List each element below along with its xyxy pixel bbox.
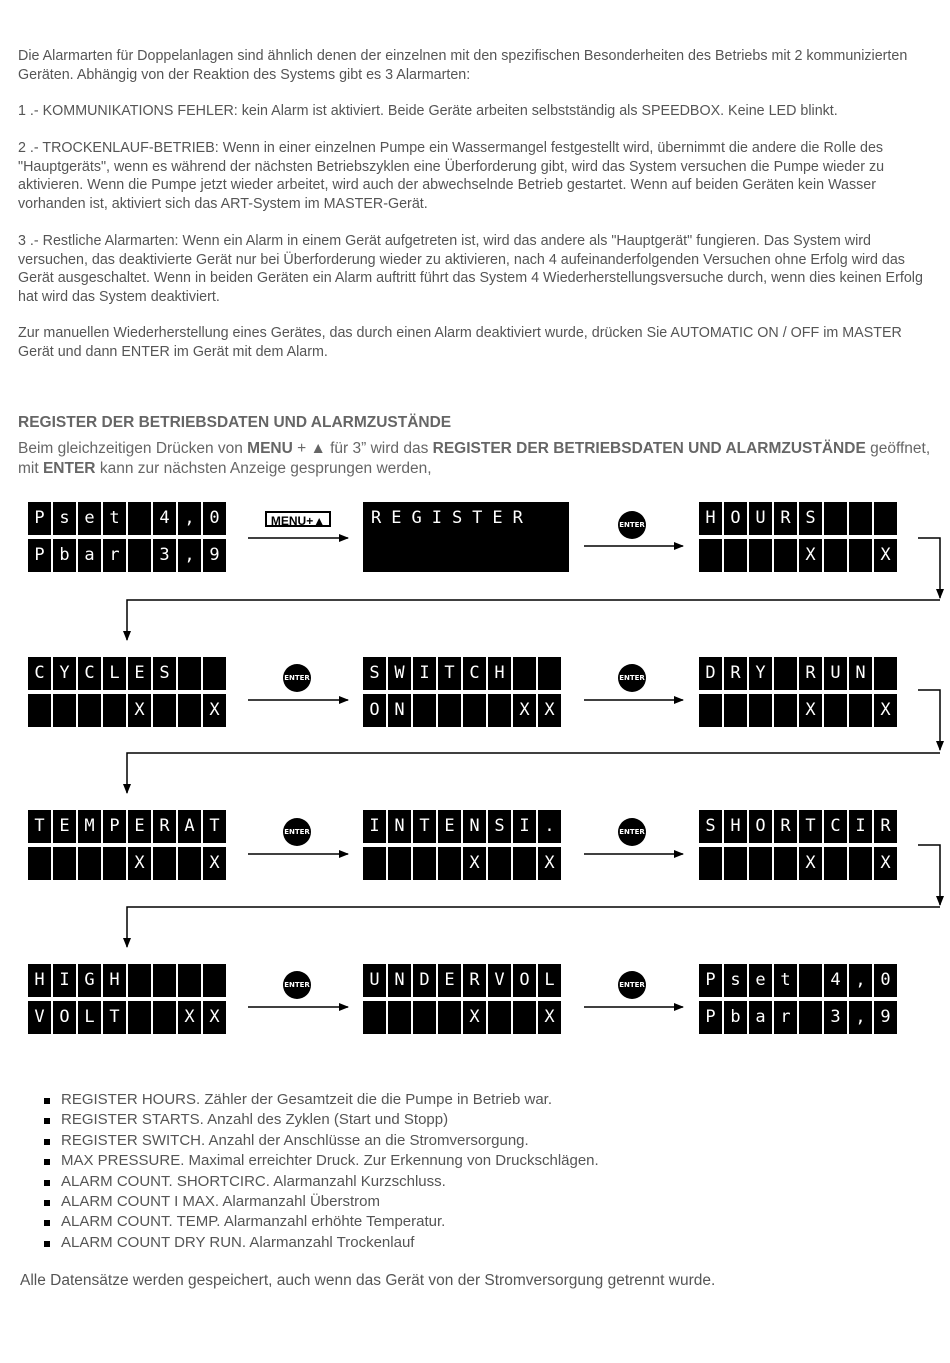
display-high-volt bbox=[28, 964, 226, 1038]
lcd-cell: s bbox=[53, 502, 76, 535]
lcd-cell: S bbox=[153, 657, 176, 690]
lcd-cell: O bbox=[363, 694, 386, 727]
lcd-cell: L bbox=[78, 1001, 101, 1034]
lcd-row bbox=[699, 694, 897, 727]
lcd-row bbox=[28, 539, 226, 572]
lcd-cell: X bbox=[463, 847, 486, 880]
lcd-cell: e bbox=[749, 964, 772, 997]
list-item: REGISTER SWITCH. Anzahl der Anschlüsse an die Stromversorgung. bbox=[44, 1131, 599, 1151]
lcd-cell: V bbox=[488, 964, 511, 997]
lcd-cell bbox=[513, 657, 536, 690]
lcd-cell bbox=[774, 539, 797, 572]
lcd-cell: T bbox=[799, 810, 822, 843]
lcd-cell: t bbox=[774, 964, 797, 997]
lcd-cell bbox=[203, 657, 226, 690]
lcd-row bbox=[28, 1001, 226, 1034]
lcd-row bbox=[699, 847, 897, 880]
lcd-cell: X bbox=[874, 847, 897, 880]
display-shortcir bbox=[699, 810, 897, 884]
lcd-cell bbox=[203, 964, 226, 997]
lcd-cell: 0 bbox=[874, 964, 897, 997]
lcd-row bbox=[699, 1001, 897, 1034]
lcd-cell: , bbox=[178, 502, 201, 535]
enter-button-icon: ENTER bbox=[618, 511, 646, 539]
lcd-cell: s bbox=[724, 964, 747, 997]
display-undervol bbox=[363, 964, 561, 1038]
lcd-cell: C bbox=[78, 657, 101, 690]
lcd-cell: L bbox=[538, 964, 561, 997]
lcd-cell: H bbox=[28, 964, 51, 997]
lcd-cell: T bbox=[413, 810, 436, 843]
lcd-row bbox=[28, 847, 226, 880]
lcd-cell bbox=[178, 964, 201, 997]
lcd-cell: P bbox=[699, 964, 722, 997]
lcd-cell bbox=[824, 847, 847, 880]
display-pset-start bbox=[28, 502, 226, 576]
intro-text-1: Beim gleichzeitigen Drücken von bbox=[18, 440, 248, 457]
lcd-cell: 0 bbox=[203, 502, 226, 535]
section-title: REGISTER DER BETRIEBSDATEN UND ALARMZUSTÄNDE bbox=[18, 414, 452, 431]
lcd-cell: , bbox=[849, 1001, 872, 1034]
lcd-cell bbox=[413, 1001, 436, 1034]
lcd-cell: R bbox=[153, 810, 176, 843]
lcd-cell: T bbox=[28, 810, 51, 843]
lcd-cell: P bbox=[28, 539, 51, 572]
lcd-cell bbox=[153, 694, 176, 727]
lcd-cell: X bbox=[538, 694, 561, 727]
lcd-cell: X bbox=[128, 694, 151, 727]
lcd-row bbox=[699, 539, 897, 572]
lcd-cell: R bbox=[799, 657, 822, 690]
lcd-cell bbox=[388, 847, 411, 880]
lcd-cell: T bbox=[203, 810, 226, 843]
lcd-row bbox=[363, 1001, 561, 1034]
lcd-cell: 3 bbox=[153, 539, 176, 572]
lcd-cell bbox=[538, 657, 561, 690]
lcd-cell bbox=[28, 694, 51, 727]
lcd-row bbox=[28, 694, 226, 727]
display-temperat bbox=[28, 810, 226, 884]
lcd-row bbox=[363, 657, 561, 690]
lcd-row bbox=[28, 810, 226, 843]
lcd-cell: Y bbox=[53, 657, 76, 690]
lcd-cell bbox=[874, 502, 897, 535]
lcd-cell: H bbox=[724, 810, 747, 843]
lcd-cell bbox=[438, 1001, 461, 1034]
lcd-cell: X bbox=[538, 847, 561, 880]
list-item: REGISTER STARTS. Anzahl des Zyklen (Start und Stopp) bbox=[44, 1110, 599, 1130]
lcd-cell: U bbox=[363, 964, 386, 997]
lcd-cell bbox=[849, 539, 872, 572]
lcd-cell: t bbox=[103, 502, 126, 535]
lcd-cell: H bbox=[488, 657, 511, 690]
lcd-cell: S bbox=[363, 657, 386, 690]
lcd-cell: T bbox=[103, 1001, 126, 1034]
lcd-cell bbox=[438, 694, 461, 727]
lcd-cell bbox=[388, 1001, 411, 1034]
lcd-cell: r bbox=[103, 539, 126, 572]
lcd-cell: 9 bbox=[203, 539, 226, 572]
lcd-cell bbox=[488, 1001, 511, 1034]
lcd-cell bbox=[153, 964, 176, 997]
lcd-cell bbox=[103, 694, 126, 727]
paragraph-comm-error: 1 .- KOMMUNIKATIONS FEHLER: kein Alarm ist aktiviert. Beide Geräte arbeiten selbstständig als SPEEDBOX. Keine LED blinkt. bbox=[18, 103, 838, 119]
lcd-cell: R bbox=[774, 810, 797, 843]
lcd-cell: , bbox=[849, 964, 872, 997]
paragraph-dry-run: 2 .- TROCKENLAUF-BETRIEB: Wenn in einer einzelnen Pumpe ein Wassermangel festgestellt wird, übernimmt die andere die Rolle des "Hauptgeräts", wenn es während der nächsten Betriebszyklen eine Überforderung gibt, wird das System versuchen die Pumpe wieder zu aktivieren. Wenn die Pumpe jetzt wieder arbeitet, wird auch der abwechselnde Betrieb gestartet. Wenn auf beiden Geräten kein Wasser vorhanden ist, aktiviert sich das ART-System im MASTER-Gerät. bbox=[18, 140, 885, 212]
lcd-cell bbox=[128, 539, 151, 572]
lcd-row bbox=[363, 847, 561, 880]
list-item: ALARM COUNT. SHORTCIRC. Alarmanzahl Kurzschluss. bbox=[44, 1172, 599, 1192]
lcd-cell: 4 bbox=[153, 502, 176, 535]
lcd-cell: C bbox=[28, 657, 51, 690]
lcd-cell: O bbox=[749, 810, 772, 843]
footer-note: Alle Datensätze werden gespeichert, auch wenn das Gerät von der Stromversorgung getrennt wurde. bbox=[20, 1272, 716, 1289]
lcd-cell: X bbox=[128, 847, 151, 880]
list-item: ALARM COUNT DRY RUN. Alarmanzahl Trockenlauf bbox=[44, 1233, 599, 1253]
intro-text-3: geöffnet, mit bbox=[18, 440, 931, 477]
lcd-cell: S bbox=[799, 502, 822, 535]
lcd-cell: U bbox=[749, 502, 772, 535]
lcd-cell bbox=[724, 539, 747, 572]
intro-bold-enter: ENTER bbox=[42, 460, 96, 477]
lcd-cell: D bbox=[413, 964, 436, 997]
lcd-cell: X bbox=[513, 694, 536, 727]
lcd-row bbox=[363, 694, 561, 727]
enter-button-icon: ENTER bbox=[283, 664, 311, 692]
lcd-cell bbox=[774, 657, 797, 690]
lcd-cell: S bbox=[699, 810, 722, 843]
lcd-cell bbox=[799, 1001, 822, 1034]
enter-button-icon: ENTER bbox=[618, 971, 646, 999]
lcd-cell bbox=[724, 694, 747, 727]
lcd-cell bbox=[128, 964, 151, 997]
list-item: ALARM COUNT I MAX. Alarmanzahl Überstrom bbox=[44, 1192, 599, 1212]
lcd-cell: , bbox=[178, 539, 201, 572]
display-hours bbox=[699, 502, 897, 576]
lcd-row bbox=[28, 657, 226, 690]
lcd-cell: E bbox=[53, 810, 76, 843]
lcd-row bbox=[28, 964, 226, 997]
lcd-cell: C bbox=[463, 657, 486, 690]
lcd-cell bbox=[513, 1001, 536, 1034]
lcd-cell bbox=[178, 694, 201, 727]
lcd-cell bbox=[824, 694, 847, 727]
lcd-cell: M bbox=[78, 810, 101, 843]
lcd-cell: 3 bbox=[824, 1001, 847, 1034]
lcd-cell bbox=[128, 1001, 151, 1034]
lcd-cell bbox=[488, 694, 511, 727]
intro-text-4: kann zur nächsten Anzeige gesprungen werden, bbox=[95, 460, 432, 477]
lcd-cell bbox=[799, 964, 822, 997]
lcd-cell bbox=[699, 847, 722, 880]
paragraph-other-alarms: 3 .- Restliche Alarmarten: Wenn ein Alarm in einem Gerät aufgetreten ist, wird das andere als "Hauptgerät" fungieren. Das System wird versuchen, das deaktivierte Gerät nur bei Überforderung wieder zu aktivieren, nach 4 aufeinanderfolgenden Versuchen ohne Erfolg wird das Gerät ausgeschaltet. Wenn in beiden Geräten ein Alarm auftritt führt das System 4 Wiederherstellungsversuche durch, wenn dies keinen Erfolg hat wird das System deaktiviert. bbox=[18, 233, 923, 305]
lcd-cell: I bbox=[513, 810, 536, 843]
lcd-cell: X bbox=[538, 1001, 561, 1034]
lcd-cell: U bbox=[824, 657, 847, 690]
intro-text-2: + ▲ für 3” wird das bbox=[292, 440, 433, 457]
list-item: REGISTER HOURS. Zähler der Gesamtzeit die die Pumpe in Betrieb war. bbox=[44, 1090, 599, 1110]
lcd-cell: b bbox=[724, 1001, 747, 1034]
lcd-cell bbox=[413, 847, 436, 880]
paragraph-intro: Die Alarmarten für Doppelanlagen sind ähnlich denen der einzelnen mit den spezifischen Besonderheiten des Betriebs mit 2 kommunizierten Geräten. Abhängig von der Reaktion des Systems gibt es 3 Alarmarten: bbox=[18, 48, 908, 83]
lcd-cell: X bbox=[178, 1001, 201, 1034]
lcd-cell: D bbox=[699, 657, 722, 690]
lcd-row bbox=[699, 502, 897, 535]
lcd-cell: O bbox=[724, 502, 747, 535]
lcd-cell: X bbox=[799, 847, 822, 880]
enter-button-icon: ENTER bbox=[618, 818, 646, 846]
lcd-cell: C bbox=[824, 810, 847, 843]
lcd-cell: T bbox=[438, 657, 461, 690]
paragraph-manual-reset: Zur manuellen Wiederherstellung eines Gerätes, das durch einen Alarm deaktiviert wurde, drücken Sie AUTOMATIC ON / OFF im MASTER Gerät und dann ENTER im Gerät mit dem Alarm. bbox=[18, 325, 902, 360]
lcd-cell bbox=[749, 847, 772, 880]
lcd-cell bbox=[438, 847, 461, 880]
lcd-cell: b bbox=[53, 539, 76, 572]
lcd-cell: I bbox=[849, 810, 872, 843]
lcd-row bbox=[363, 810, 561, 843]
enter-button-icon: ENTER bbox=[283, 971, 311, 999]
lcd-cell bbox=[849, 694, 872, 727]
lcd-cell bbox=[363, 847, 386, 880]
lcd-cell: P bbox=[103, 810, 126, 843]
lcd-row bbox=[699, 810, 897, 843]
lcd-cell: O bbox=[513, 964, 536, 997]
lcd-cell: X bbox=[874, 694, 897, 727]
lcd-row bbox=[363, 964, 561, 997]
lcd-cell bbox=[824, 502, 847, 535]
lcd-cell bbox=[749, 694, 772, 727]
display-intensi bbox=[363, 810, 561, 884]
lcd-cell: W bbox=[388, 657, 411, 690]
lcd-cell: N bbox=[849, 657, 872, 690]
display-register bbox=[363, 502, 569, 572]
lcd-cell: P bbox=[699, 1001, 722, 1034]
lcd-cell: L bbox=[103, 657, 126, 690]
lcd-cell bbox=[749, 539, 772, 572]
lcd-cell: E bbox=[438, 964, 461, 997]
display-cycles bbox=[28, 657, 226, 731]
intro-bold-menu: MENU bbox=[247, 440, 293, 457]
display-pset-end bbox=[699, 964, 897, 1038]
lcd-row bbox=[699, 657, 897, 690]
lcd-cell bbox=[153, 1001, 176, 1034]
lcd-cell: R bbox=[724, 657, 747, 690]
lcd-cell: Y bbox=[749, 657, 772, 690]
register-list bbox=[44, 1090, 599, 1253]
lcd-cell bbox=[774, 694, 797, 727]
lcd-cell bbox=[53, 847, 76, 880]
lcd-cell: I bbox=[53, 964, 76, 997]
lcd-cell: X bbox=[799, 694, 822, 727]
lcd-cell bbox=[874, 657, 897, 690]
lcd-cell: X bbox=[799, 539, 822, 572]
lcd-cell bbox=[824, 539, 847, 572]
lcd-cell: e bbox=[78, 502, 101, 535]
lcd-cell bbox=[699, 539, 722, 572]
enter-button-icon: ENTER bbox=[618, 664, 646, 692]
lcd-cell bbox=[363, 1001, 386, 1034]
list-item: MAX PRESSURE. Maximal erreichter Druck. Zur Erkennung von Druckschlägen. bbox=[44, 1151, 599, 1171]
lcd-cell: G bbox=[78, 964, 101, 997]
lcd-row bbox=[699, 964, 897, 997]
lcd-cell: R bbox=[874, 810, 897, 843]
lcd-cell bbox=[413, 694, 436, 727]
lcd-cell bbox=[28, 847, 51, 880]
lcd-cell: N bbox=[388, 810, 411, 843]
lcd-row bbox=[28, 502, 226, 535]
lcd-cell: N bbox=[388, 964, 411, 997]
lcd-cell: X bbox=[463, 1001, 486, 1034]
intro-bold-register: REGISTER DER BETRIEBSDATEN UND ALARMZUSTÄNDE bbox=[432, 440, 866, 457]
lcd-cell: I bbox=[363, 810, 386, 843]
display-switch bbox=[363, 657, 561, 731]
lcd-cell bbox=[699, 694, 722, 727]
lcd-cell: R bbox=[463, 964, 486, 997]
lcd-cell bbox=[53, 694, 76, 727]
lcd-cell: V bbox=[28, 1001, 51, 1034]
lcd-cell bbox=[128, 502, 151, 535]
lcd-cell bbox=[103, 847, 126, 880]
display-dry-run bbox=[699, 657, 897, 731]
lcd-cell bbox=[849, 502, 872, 535]
lcd-cell: 4 bbox=[824, 964, 847, 997]
lcd-cell bbox=[153, 847, 176, 880]
register-label: REGISTER bbox=[363, 502, 569, 572]
lcd-cell: R bbox=[774, 502, 797, 535]
lcd-cell: 9 bbox=[874, 1001, 897, 1034]
lcd-cell: a bbox=[78, 539, 101, 572]
lcd-cell bbox=[849, 847, 872, 880]
lcd-cell: H bbox=[103, 964, 126, 997]
list-item: ALARM COUNT. TEMP. Alarmanzahl erhöhte Temperatur. bbox=[44, 1212, 599, 1232]
lcd-cell bbox=[513, 847, 536, 880]
lcd-cell: E bbox=[128, 657, 151, 690]
lcd-cell: X bbox=[203, 1001, 226, 1034]
menu-plus-up-key: MENU+▲ bbox=[265, 511, 331, 527]
lcd-cell: X bbox=[203, 694, 226, 727]
lcd-cell bbox=[463, 694, 486, 727]
lcd-cell: S bbox=[488, 810, 511, 843]
lcd-cell bbox=[78, 694, 101, 727]
lcd-cell: r bbox=[774, 1001, 797, 1034]
lcd-cell bbox=[78, 847, 101, 880]
lcd-cell: A bbox=[178, 810, 201, 843]
lcd-cell bbox=[178, 847, 201, 880]
lcd-cell: N bbox=[388, 694, 411, 727]
enter-button-icon: ENTER bbox=[283, 818, 311, 846]
lcd-cell: H bbox=[699, 502, 722, 535]
lcd-cell: I bbox=[413, 657, 436, 690]
lcd-cell: P bbox=[28, 502, 51, 535]
lcd-cell bbox=[774, 847, 797, 880]
lcd-cell bbox=[488, 847, 511, 880]
lcd-cell bbox=[724, 847, 747, 880]
lcd-cell: a bbox=[749, 1001, 772, 1034]
lcd-cell: E bbox=[438, 810, 461, 843]
lcd-cell: E bbox=[128, 810, 151, 843]
lcd-cell: . bbox=[538, 810, 561, 843]
lcd-cell: X bbox=[874, 539, 897, 572]
lcd-cell bbox=[178, 657, 201, 690]
lcd-cell: X bbox=[203, 847, 226, 880]
lcd-cell: N bbox=[463, 810, 486, 843]
lcd-cell: O bbox=[53, 1001, 76, 1034]
